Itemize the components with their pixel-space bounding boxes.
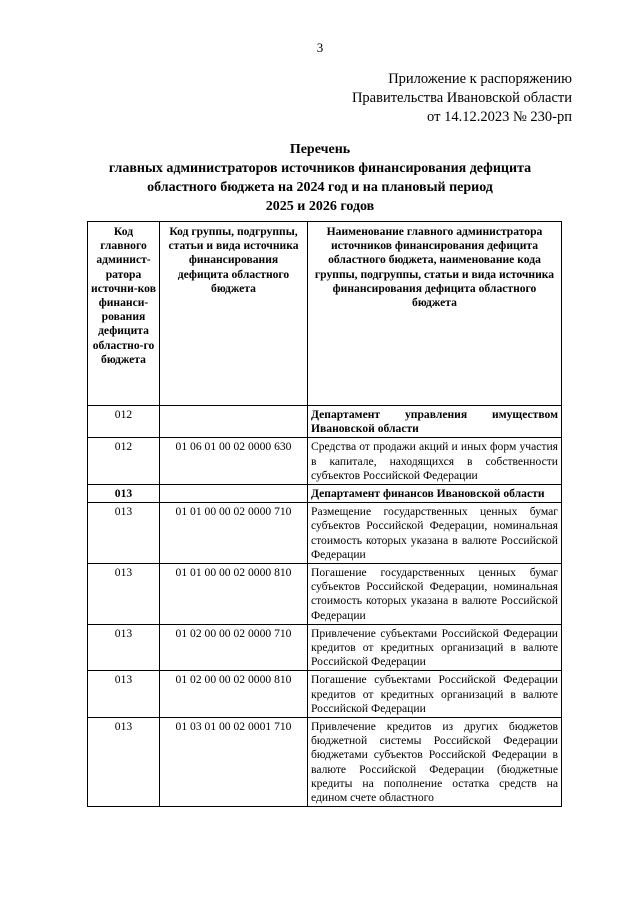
table-header-row: [88, 222, 562, 406]
table-row: [88, 503, 562, 564]
cell-admin-code: 012: [88, 406, 160, 438]
cell-name: Департамент финансов Ивановской области: [308, 485, 562, 503]
header-name: Наименование главного администратора источников финансирования дефицита областного бюджета, наименование кода группы, подгруппы, статьи и вида источника финансирования дефицита областного бюджета: [308, 222, 562, 406]
table-row: [88, 406, 562, 438]
title-line-2: главных администраторов источников финансирования дефицита: [108, 161, 532, 176]
cell-name: Департамент управления имуществом Ивановской области: [308, 406, 562, 438]
table-row: [88, 718, 562, 807]
cell-source-code: 01 01 00 00 02 0000 810: [160, 564, 308, 625]
approval-line-3: от 14.12.2023 № 230-рп: [427, 109, 572, 125]
table-row: [88, 485, 562, 503]
header-source-code: Код группы, подгруппы, статьи и вида источника финансирования дефицита областного бюджета: [160, 222, 308, 406]
cell-name: Погашение государственных ценных бумаг субъектов Российской Федерации, номинальная стоимость которых указана в валюте Российской Федерации: [308, 564, 562, 625]
cell-admin-code: 013: [88, 624, 160, 671]
table-row: [88, 671, 562, 718]
approval-block: [312, 70, 572, 127]
cell-admin-code: 013: [88, 485, 160, 503]
title-line-4: 2025 и 2026 годов: [265, 199, 375, 214]
page-number: 3: [316, 40, 324, 55]
cell-name: Привлечение кредитов из других бюджетов бюджетной системы Российской Федерации бюджетами субъектов Российской Федерации в валюте Российской Федерации (бюджетные кредиты на пополнение остатка средств на едином счете областного: [308, 718, 562, 807]
title-line-3: областного бюджета на 2024 год и на плановый период: [147, 180, 493, 195]
cell-source-code: 01 06 01 00 02 0000 630: [160, 438, 308, 485]
cell-name: Привлечение субъектами Российской Федерации кредитов от кредитных организаций в валюте Российской Федерации: [308, 624, 562, 671]
cell-admin-code: 013: [88, 564, 160, 625]
cell-source-code: [160, 406, 308, 438]
cell-admin-code: 012: [88, 438, 160, 485]
cell-source-code: 01 01 00 00 02 0000 710: [160, 503, 308, 564]
cell-admin-code: 013: [88, 718, 160, 807]
table-row: [88, 624, 562, 671]
approval-line-1: Приложение к распоряжению: [388, 71, 572, 87]
table-row: [88, 438, 562, 485]
cell-name: Средства от продажи акций и иных форм участия в капитале, находящихся в собственности субъектов Российской Федерации: [308, 438, 562, 485]
cell-source-code: 01 03 01 00 02 0001 710: [160, 718, 308, 807]
header-admin-code: Код главного админист-ратора источни-ков финанси-рования дефицита областно-го бюджета: [88, 222, 160, 406]
cell-source-code: [160, 485, 308, 503]
approval-line-2: Правительства Ивановской области: [351, 90, 572, 106]
table-row: [88, 564, 562, 625]
title-line-1: Перечень: [289, 142, 351, 157]
cell-admin-code: 013: [88, 671, 160, 718]
cell-name: Погашение субъектами Российской Федерации кредитов от кредитных организаций в валюте Российской Федерации: [308, 671, 562, 718]
cell-source-code: 01 02 00 00 02 0000 810: [160, 671, 308, 718]
cell-admin-code: 013: [88, 503, 160, 564]
cell-source-code: 01 02 00 00 02 0000 710: [160, 624, 308, 671]
document-title: [0, 140, 640, 216]
sources-table: [87, 221, 562, 807]
cell-name: Размещение государственных ценных бумаг субъектов Российской Федерации, номинальная стоимость которых указана в валюте Российской Федерации: [308, 503, 562, 564]
